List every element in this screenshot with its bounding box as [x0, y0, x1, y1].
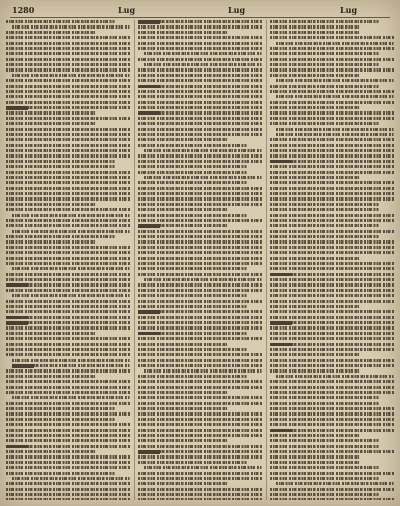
text-line — [138, 224, 227, 227]
text-line — [138, 25, 262, 28]
text-line — [138, 192, 262, 195]
text-line — [270, 343, 394, 346]
text-line — [270, 429, 394, 432]
text-line — [138, 493, 262, 496]
text-line — [138, 171, 247, 174]
text-line — [138, 461, 247, 464]
text-line — [6, 380, 130, 383]
text-line — [6, 149, 130, 152]
column-headword-1: Lug — [118, 5, 136, 15]
text-line — [270, 68, 394, 71]
text-line — [138, 477, 262, 480]
text-line — [138, 267, 247, 270]
text-line — [138, 181, 247, 184]
text-line — [6, 493, 130, 496]
text-line — [6, 326, 130, 329]
text-line — [6, 418, 115, 421]
entry-headword-mark — [6, 321, 28, 325]
text-line — [6, 192, 130, 195]
entry-headword-mark — [138, 20, 160, 24]
text-line — [270, 418, 394, 421]
text-line — [270, 305, 359, 308]
text-line — [6, 429, 130, 432]
text-line — [138, 240, 262, 243]
text-line — [6, 95, 130, 98]
text-line — [6, 79, 130, 82]
text-line — [138, 472, 262, 475]
text-line — [6, 348, 130, 351]
text-line — [6, 111, 95, 114]
column-divider — [134, 20, 135, 500]
text-line — [144, 149, 262, 152]
page-number: 1280 — [12, 5, 35, 15]
text-line — [6, 90, 130, 93]
text-line — [6, 472, 115, 475]
text-line — [138, 122, 262, 125]
text-line — [6, 160, 115, 163]
text-line — [6, 262, 130, 265]
text-line — [270, 445, 379, 448]
text-line — [276, 95, 394, 98]
text-line — [138, 58, 262, 61]
text-line — [270, 246, 394, 249]
column-headword-2: Lug — [228, 5, 246, 15]
text-line — [138, 482, 227, 485]
text-line — [144, 278, 262, 281]
text-line — [270, 31, 359, 34]
entry-headword-mark — [6, 316, 28, 320]
text-line — [270, 294, 394, 297]
text-line — [6, 165, 115, 168]
text-line — [270, 154, 394, 157]
text-line — [6, 20, 115, 23]
text-line — [6, 224, 130, 227]
text-line — [270, 106, 359, 109]
text-line — [270, 461, 359, 464]
text-line — [6, 310, 130, 313]
entry-headword-mark — [138, 332, 160, 336]
text-line — [276, 79, 394, 82]
text-line — [6, 122, 95, 125]
text-line — [6, 412, 130, 415]
entry-headword-mark — [138, 310, 160, 314]
text-line — [138, 343, 227, 346]
text-line — [138, 375, 247, 378]
text-line — [138, 165, 247, 168]
text-line — [138, 95, 262, 98]
text-line — [6, 68, 130, 71]
text-line — [6, 235, 115, 238]
text-line — [138, 47, 262, 50]
text-line — [270, 203, 379, 206]
text-line — [270, 144, 394, 147]
text-line — [138, 133, 262, 136]
text-line — [270, 63, 379, 66]
text-line — [270, 289, 394, 292]
text-line — [6, 321, 130, 324]
text-line — [6, 85, 130, 88]
text-line — [270, 359, 394, 362]
entry-headword-mark — [6, 106, 28, 110]
text-line — [138, 111, 262, 114]
text-line — [270, 25, 359, 28]
text-line — [6, 300, 130, 303]
entry-headword-mark — [138, 111, 160, 115]
text-line — [6, 52, 130, 55]
text-line — [270, 187, 394, 190]
text-line — [6, 187, 130, 190]
text-line — [270, 472, 394, 475]
text-line — [6, 316, 130, 319]
text-line — [138, 488, 262, 491]
text-line — [270, 466, 379, 469]
text-line — [6, 138, 130, 141]
text-line — [270, 283, 394, 286]
text-line — [6, 58, 130, 61]
text-line — [6, 257, 130, 260]
text-line — [6, 455, 130, 458]
text-line — [270, 235, 379, 238]
text-line — [6, 106, 130, 109]
entry-headword-mark — [270, 343, 292, 347]
text-line — [138, 246, 262, 249]
text-line — [270, 117, 394, 120]
text-line — [270, 224, 379, 227]
text-line — [138, 235, 262, 238]
entry-headword-mark — [6, 283, 28, 287]
text-line — [270, 160, 394, 163]
text-line — [6, 343, 130, 346]
text-line — [138, 359, 262, 362]
text-line — [138, 154, 262, 157]
text-line — [12, 25, 130, 28]
text-line — [6, 498, 130, 500]
text-line — [270, 20, 379, 23]
text-line — [12, 74, 130, 77]
text-column-1 — [6, 20, 130, 500]
text-line — [6, 63, 130, 66]
text-line — [138, 68, 262, 71]
text-line — [270, 369, 359, 372]
text-line — [138, 106, 262, 109]
text-line — [6, 423, 130, 426]
text-line — [6, 386, 130, 389]
text-line — [6, 240, 95, 243]
text-line — [138, 230, 262, 233]
text-line — [6, 450, 95, 453]
text-line — [270, 455, 359, 458]
text-line — [144, 63, 262, 66]
text-line — [270, 165, 394, 168]
text-line — [12, 230, 130, 233]
text-line — [270, 310, 394, 313]
text-line — [138, 498, 262, 500]
entry-headword-mark — [6, 445, 28, 449]
text-line — [138, 160, 262, 163]
text-line — [138, 326, 262, 329]
text-line — [12, 267, 130, 270]
text-line — [138, 332, 247, 335]
text-line — [138, 90, 262, 93]
text-line — [138, 85, 262, 88]
text-line — [138, 348, 247, 351]
text-line — [138, 138, 227, 141]
entry-headword-mark — [138, 450, 160, 454]
text-line — [138, 439, 227, 442]
text-line — [6, 203, 95, 206]
text-line — [6, 283, 130, 286]
text-line — [138, 337, 262, 340]
text-line — [138, 117, 262, 120]
text-line — [138, 36, 262, 39]
text-line — [138, 316, 262, 319]
text-line — [6, 31, 95, 34]
text-line — [270, 257, 359, 260]
text-line — [138, 187, 262, 190]
text-line — [138, 391, 227, 394]
text-line — [270, 450, 394, 453]
text-line — [12, 214, 130, 217]
text-line — [270, 488, 394, 491]
text-line — [138, 208, 227, 211]
text-line — [138, 74, 262, 77]
text-line — [270, 101, 394, 104]
text-line — [270, 316, 394, 319]
text-line — [144, 52, 262, 55]
text-line — [12, 359, 130, 362]
text-line — [138, 386, 262, 389]
text-line — [6, 278, 130, 281]
text-line — [144, 466, 262, 469]
text-line — [138, 305, 247, 308]
text-line — [270, 386, 394, 389]
text-line — [270, 138, 394, 141]
column-divider — [266, 20, 267, 500]
text-line — [138, 380, 262, 383]
entry-headword-mark — [270, 160, 292, 164]
text-line — [138, 396, 262, 399]
text-line — [6, 117, 130, 120]
text-line — [270, 171, 394, 174]
text-line — [138, 455, 262, 458]
text-line — [270, 251, 394, 254]
text-line — [270, 391, 394, 394]
text-line — [138, 251, 262, 254]
text-line — [138, 310, 262, 313]
text-line — [138, 402, 262, 405]
text-line — [6, 353, 130, 356]
text-line — [270, 353, 359, 356]
text-column-2 — [138, 20, 262, 500]
text-line — [138, 294, 247, 297]
text-line — [6, 391, 130, 394]
text-line — [138, 262, 262, 265]
text-line — [138, 197, 262, 200]
text-line — [270, 396, 379, 399]
text-line — [138, 20, 262, 23]
entry-headword-mark — [270, 429, 292, 433]
text-line — [6, 47, 130, 50]
text-line — [6, 101, 130, 104]
text-line — [138, 429, 262, 432]
text-line — [138, 364, 262, 367]
text-line — [270, 262, 394, 265]
text-line — [6, 219, 130, 222]
text-line — [270, 364, 394, 367]
text-line — [12, 477, 130, 480]
text-line — [138, 434, 262, 437]
text-line — [138, 289, 262, 292]
text-line — [270, 434, 359, 437]
entry-headword-mark — [138, 224, 160, 228]
text-line — [270, 230, 394, 233]
text-line — [270, 273, 394, 276]
running-header — [10, 5, 390, 17]
text-line — [270, 423, 394, 426]
text-line — [270, 149, 394, 152]
text-line — [270, 337, 394, 340]
text-line — [138, 144, 247, 147]
text-line — [6, 208, 130, 211]
text-line — [138, 273, 262, 276]
text-line — [270, 208, 379, 211]
text-line — [270, 85, 379, 88]
text-line — [144, 176, 262, 179]
text-line — [270, 321, 394, 324]
text-line — [138, 219, 262, 222]
text-line — [270, 192, 394, 195]
header-rule — [10, 17, 390, 18]
text-line — [270, 300, 394, 303]
text-line — [6, 434, 130, 437]
text-line — [138, 407, 227, 410]
text-line — [270, 181, 394, 184]
text-line — [138, 79, 262, 82]
text-line — [276, 42, 394, 45]
text-line — [270, 58, 394, 61]
text-line — [6, 133, 130, 136]
text-line — [6, 375, 95, 378]
text-line — [6, 369, 130, 372]
text-line — [12, 294, 130, 297]
text-line — [6, 305, 130, 308]
text-line — [270, 240, 394, 243]
text-line — [6, 439, 130, 442]
text-line — [270, 267, 394, 270]
text-line — [270, 52, 379, 55]
text-line — [138, 203, 262, 206]
text-line — [138, 418, 262, 421]
text-line — [6, 461, 130, 464]
text-line — [138, 214, 247, 217]
text-line — [276, 482, 394, 485]
text-line — [12, 396, 130, 399]
text-line — [276, 375, 394, 378]
text-line — [6, 42, 130, 45]
text-line — [138, 412, 262, 415]
text-line — [6, 466, 130, 469]
text-line — [270, 493, 379, 496]
text-line — [270, 36, 394, 39]
text-line — [6, 273, 130, 276]
text-line — [138, 101, 262, 104]
text-line — [138, 321, 262, 324]
text-line — [138, 42, 262, 45]
text-line — [276, 133, 394, 136]
column-headword-3: Lug — [340, 5, 358, 15]
text-line — [6, 402, 130, 405]
text-line — [270, 122, 379, 125]
text-line — [270, 477, 379, 480]
text-line — [138, 353, 262, 356]
text-line — [270, 412, 394, 415]
text-line — [6, 154, 130, 157]
text-line — [276, 128, 394, 131]
text-line — [270, 90, 394, 93]
text-line — [6, 289, 130, 292]
text-column-3 — [270, 20, 394, 500]
text-line — [6, 128, 130, 131]
text-line — [144, 369, 262, 372]
text-line — [6, 251, 130, 254]
entry-headword-mark — [270, 273, 292, 277]
entry-headword-mark — [12, 364, 34, 368]
text-line — [6, 176, 130, 179]
text-line — [6, 445, 130, 448]
text-line — [6, 36, 130, 39]
text-line — [6, 197, 130, 200]
text-line — [270, 74, 359, 77]
text-line — [138, 423, 262, 426]
text-line — [270, 47, 394, 50]
text-line — [270, 402, 379, 405]
text-line — [270, 326, 394, 329]
text-line — [138, 300, 262, 303]
text-line — [270, 197, 394, 200]
text-line — [138, 257, 262, 260]
text-line — [138, 283, 262, 286]
text-line — [270, 176, 359, 179]
text-line — [270, 498, 394, 500]
entry-headword-mark — [270, 321, 292, 325]
text-line — [6, 488, 130, 491]
text-line — [270, 278, 394, 281]
text-line — [270, 219, 394, 222]
text-line — [6, 407, 115, 410]
text-line — [6, 332, 95, 335]
text-line — [6, 181, 130, 184]
text-line — [270, 380, 394, 383]
text-line — [138, 450, 262, 453]
text-line — [138, 445, 262, 448]
text-line — [270, 214, 394, 217]
text-line — [270, 348, 394, 351]
text-line — [6, 144, 130, 147]
text-line — [6, 337, 130, 340]
text-line — [270, 332, 394, 335]
text-line — [6, 171, 130, 174]
text-line — [270, 111, 394, 114]
text-line — [12, 364, 130, 367]
text-line — [6, 246, 130, 249]
text-line — [138, 31, 227, 34]
text-line — [270, 407, 394, 410]
entry-headword-mark — [138, 85, 160, 89]
text-line — [6, 482, 130, 485]
text-line — [270, 439, 379, 442]
text-line — [138, 128, 262, 131]
